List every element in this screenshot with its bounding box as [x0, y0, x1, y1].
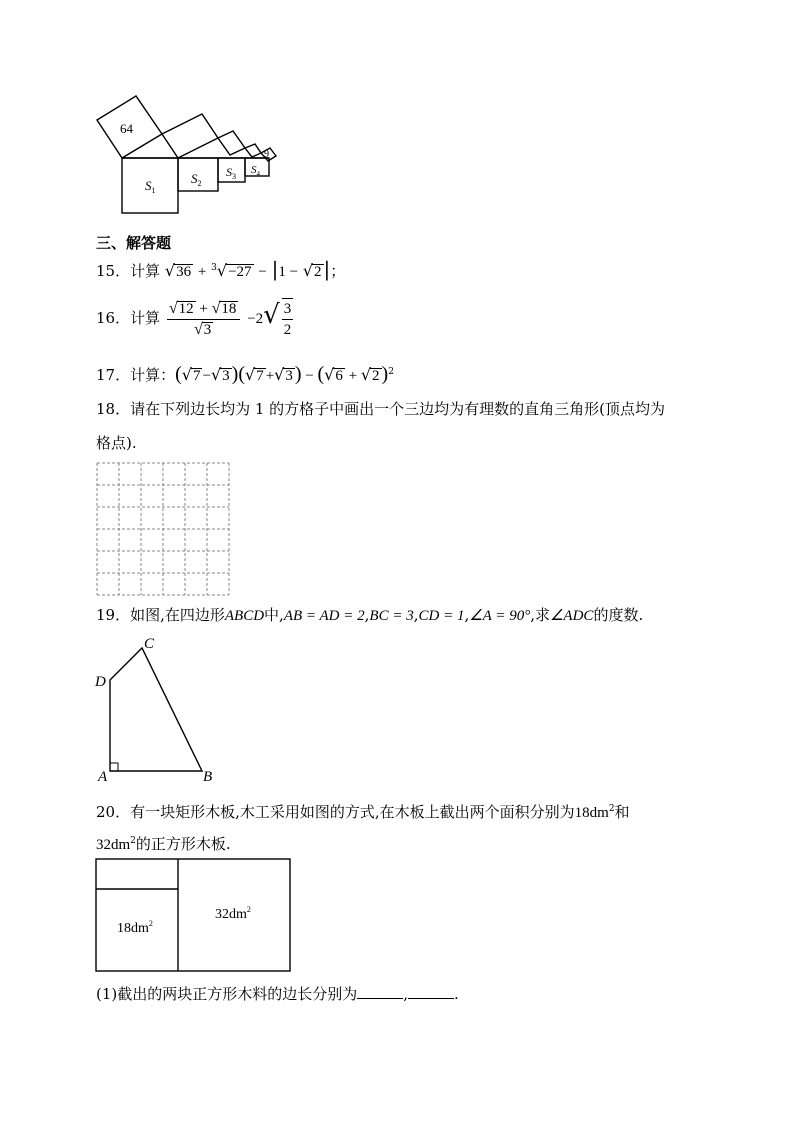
question-18-line-1: 18．请在下列边长均为 1 的方格子中画出一个三边均为有理数的直角三角形(顶点均为 [96, 400, 666, 418]
q15-sqrt-36: 36 [176, 264, 192, 280]
label-s3: $S_3$ [226, 165, 236, 181]
answer-blank-2[interactable] [408, 984, 454, 999]
q15-cbrt: −27 [228, 264, 252, 280]
q17-text: 计算： [130, 366, 176, 384]
question-16: 16．计算 $\frac{√12 + √18}{√3}$ −2√ $\frac{3}{2}$ [96, 299, 292, 338]
q16-text: 计算 [130, 309, 161, 327]
label-s1: $S_1$ [145, 178, 156, 195]
q16-number: 16． [96, 309, 131, 327]
q15-number: 15． [96, 262, 131, 280]
squares-figure [90, 92, 290, 217]
question-17: 17．计算：(√7 −√3 )(√7 +√3 ) − (√6 + √2 )$^2$ [96, 363, 394, 385]
tilted-square-3 [218, 131, 245, 155]
question-20-part-1: (1)截出的两块正方形木料的边长分别为 , . [96, 985, 459, 1003]
label-9: 9 [264, 149, 269, 160]
label-b: B [203, 769, 213, 785]
question-15: 15．计算 √36 + $^3$√−27 − |1 − √2 |； [96, 257, 346, 281]
quadrilateral-figure [90, 632, 220, 787]
wood-board-figure [95, 858, 293, 974]
label-d: D [95, 674, 106, 690]
question-19: 19．如图,在四边形ABCD中,AB = AD = 2,BC = 3,CD = 1,∠A = 90°,求∠ADC的度数. [96, 606, 644, 624]
label-64: 64 [120, 121, 133, 136]
label-32dm: $32dm^2$ [215, 905, 251, 922]
tilted-square-4 [245, 144, 261, 157]
label-c: C [144, 636, 155, 652]
label-s2: $S_2$ [191, 171, 202, 188]
right-angle-mark [110, 763, 118, 771]
q15-text: 计算 [130, 262, 161, 280]
q16-fraction: $\frac{√12 + √18}{√3}$ [167, 299, 241, 340]
q17-number: 17． [96, 366, 131, 384]
label-s4: $S_4$ [251, 164, 260, 178]
q16-root-fraction: $\frac{3}{2}$ [282, 298, 294, 340]
q15-cube-index: 3 [211, 263, 217, 273]
q19-number: 19． [96, 606, 131, 624]
question-18-line-2: 格点). [96, 434, 137, 452]
question-20-line-2: $32dm^2$的正方形木板. [96, 835, 231, 853]
answer-blank-1[interactable] [357, 984, 403, 999]
quadrilateral-abcd [110, 648, 202, 771]
question-20-line-1: 20．有一块矩形木板,木工采用如图的方式,在木板上截出两个面积分别为$18dm^2$和 [96, 803, 630, 821]
label-a: A [98, 769, 108, 785]
label-18dm: $18dm^2$ [117, 919, 153, 936]
dashed-grid [96, 462, 232, 596]
board-outline [96, 859, 290, 971]
section-title: 三、解答题 [96, 234, 172, 252]
tilted-square-2 [162, 114, 218, 158]
